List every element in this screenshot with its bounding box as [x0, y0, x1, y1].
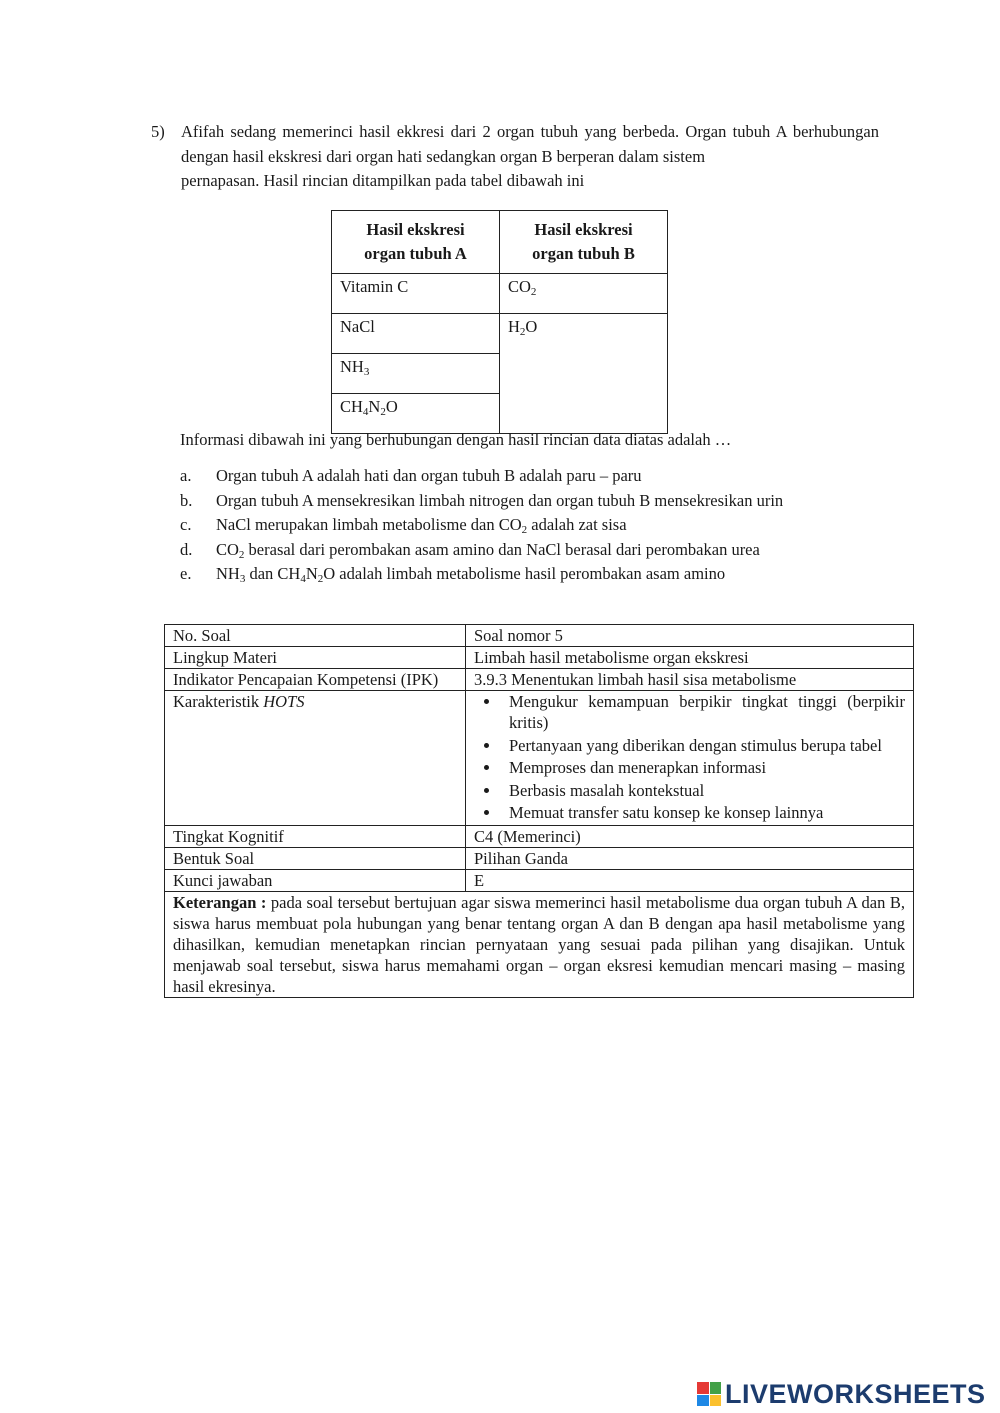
value-lingkup: Limbah hasil metabolisme organ ekskresi: [466, 647, 914, 669]
label-ipk: Indikator Pencapaian Kompetensi (IPK): [165, 669, 466, 691]
table-row: [165, 891, 914, 997]
cell-b-h2o: $H_2O$: [500, 314, 668, 434]
cell-a-vitamin-c: Vitamin C: [332, 274, 500, 314]
option-b[interactable]: b. Organ tubuh A mensekresikan limbah nitrogen dan organ tubuh B mensekresikan urin: [180, 490, 784, 510]
table-row: [165, 625, 914, 647]
label-lingkup: Lingkup Materi: [165, 647, 466, 669]
cell-a-ch4n2o: $CH_4N_2O$: [332, 394, 500, 434]
cell-b-co2: $CO_2$: [500, 274, 668, 314]
excretion-table: [331, 210, 668, 434]
header-organ-b: Hasil ekskresi organ tubuh B: [500, 211, 668, 274]
question-line-2: pernapasan. Hasil rincian ditampilkan pada tabel dibawah ini: [181, 171, 585, 190]
table-row: [165, 691, 914, 826]
hots-list: [474, 691, 905, 823]
option-d[interactable]: d. $CO_2$ berasal dari perombakan asam amino dan NaCl berasal dari perombakan urea: [180, 539, 760, 561]
note-cell: [165, 891, 914, 997]
option-e[interactable]: e. $NH_3$ dan $CH_4N_2O$ adalah limbah metabolisme hasil perombakan asam amino: [180, 564, 726, 586]
label-no-soal: No. Soal: [165, 625, 466, 647]
table-row: [165, 647, 914, 669]
table-row: [165, 847, 914, 869]
table-row: [165, 825, 914, 847]
answer-options: [180, 464, 783, 587]
list-item: • Memuat transfer satu konsep ke konsep lainnya: [501, 802, 905, 823]
note-label: Keterangan :: [173, 892, 267, 912]
value-kunci: E: [466, 869, 914, 891]
question-block: [151, 120, 879, 194]
header-organ-a: Hasil ekskresi organ tubuh A: [332, 211, 500, 274]
table-row: [165, 669, 914, 691]
label-bentuk: Bentuk Soal: [165, 847, 466, 869]
cell-a-nh3: $NH_3$: [332, 354, 500, 394]
value-kognitif: C4 (Memerinci): [466, 825, 914, 847]
liveworksheets-logo[interactable]: [697, 1378, 986, 1410]
label-hots: Karakteristik HOTS: [165, 691, 466, 826]
cell-a-nacl: NaCl: [332, 314, 500, 354]
list-item: • Pertanyaan yang diberikan dengan stimulus berupa tabel: [501, 735, 905, 756]
value-ipk: 3.9.3 Menentukan limbah hasil sisa metabolisme: [466, 669, 914, 691]
value-bentuk: Pilihan Ganda: [466, 847, 914, 869]
question-prompt: Informasi dibawah ini yang berhubungan dengan hasil rincian data diatas adalah …: [180, 430, 732, 449]
value-hots: [466, 691, 914, 826]
option-a[interactable]: a. Organ tubuh A adalah hati dan organ tubuh B adalah paru – paru: [180, 466, 642, 485]
value-no-soal: Soal nomor 5: [466, 625, 914, 647]
question-text: [181, 120, 879, 194]
label-kunci: Kunci jawaban: [165, 869, 466, 891]
logo-grid-icon: [697, 1382, 721, 1406]
list-item: • Berbasis masalah kontekstual: [501, 780, 905, 801]
note-text: pada soal tersebut bertujuan agar siswa memerinci hasil metabolisme dua organ tubuh A dan B, siswa harus membuat pola hubungan yang benar tentang organ A dan B dengan apa hasil metabolisme yang dihasilkan, kemudian menetapkan rincian pernyataan yang sesuai pada pilihan yang disajikan. Untuk menjawab soal tersebut, siswa harus memahami organ – organ eksresi kemudian mencari masing – masing hasil ekresinya.: [173, 892, 905, 996]
list-item: • Mengukur kemampuan berpikir tingkat tinggi (berpikir kritis): [501, 691, 905, 733]
question-line-1: Afifah sedang memerinci hasil ekkresi dari 2 organ tubuh yang berbeda. Organ tubuh A berhubungan dengan hasil ekskresi dari organ hati sedangkan organ B berperan dalam sistem: [181, 122, 879, 166]
table-row: [165, 869, 914, 891]
option-c[interactable]: c. NaCl merupakan limbah metabolisme dan $CO_2$ adalah zat sisa: [180, 515, 627, 537]
question-number: 5): [151, 122, 165, 141]
label-kognitif: Tingkat Kognitif: [165, 825, 466, 847]
logo-text: LIVEWORKSHEETS: [725, 1378, 986, 1409]
list-item: • Memproses dan menerapkan informasi: [501, 757, 905, 778]
question-info-table: [164, 624, 914, 998]
